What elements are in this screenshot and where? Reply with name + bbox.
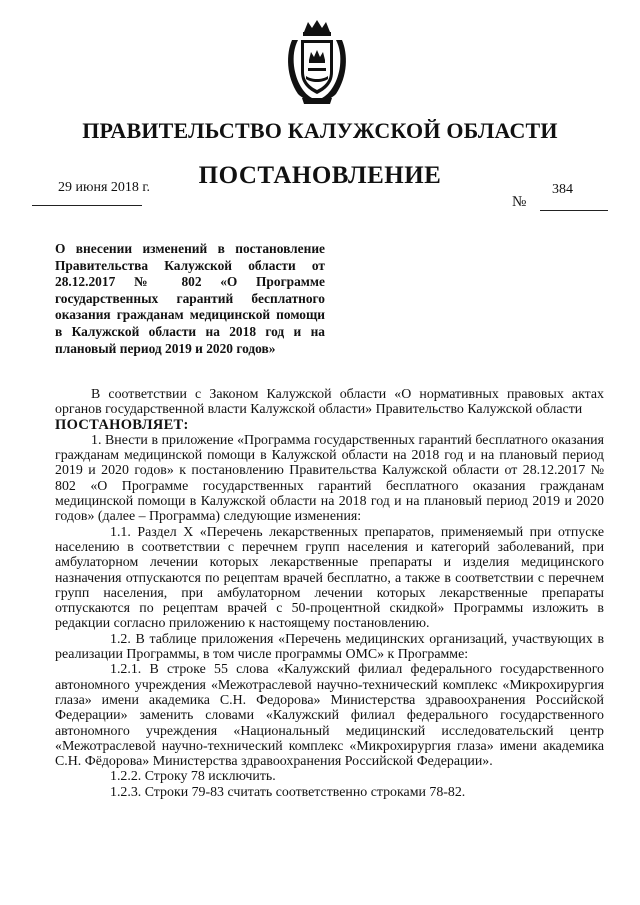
document-subject: О внесении изменений в постановление Правительства Калужской области от 28.12.2017 № 802 «О Программе государственных гарантий бесплатного оказания гражданам медицинской помощи в Калужской области на 2018 год и на плановый период 2019 и 2020 годов» (55, 241, 325, 356)
number-underline (540, 210, 608, 211)
paragraph-1-1: 1.1. Раздел X «Перечень лекарственных препаратов, применяемый при отпуске населению в соответствии с перечнем групп населения и категорий заболеваний, при амбулаторном лечении которых лекарственные препараты и изделия медицинского назначения отпускаются по рецептам врачей бесплатно, а также в соответствии с перечнем групп населения, при амбулаторном лечении которых лекарственные препараты отпускаются по рецептам врачей с 50-процентной скидкой» Программы изложить в редакции согласно приложению к настоящему постановлению. (55, 524, 604, 632)
date-underline (32, 205, 142, 206)
coat-of-arms-icon (284, 18, 350, 106)
paragraph-1-2: 1.2. В таблице приложения «Перечень медицинских организаций, участвующих в реализации Программы, в том числе программы ОМС» к Программе: (55, 631, 604, 663)
decree-word: ПОСТАНОВЛЯЕТ: (55, 416, 189, 433)
preamble-paragraph: В соответствии с Законом Калужской области «О нормативных правовых актах органов государственной власти Калужской области» Правительство Калужской области (55, 387, 604, 418)
paragraph-1-2-2: 1.2.2. Строку 78 исключить. (110, 769, 276, 785)
paragraph-1-2-1: 1.2.1. В строке 55 слова «Калужский филиал федерального государственного автономного учреждения «Межотраслевой научно-технический комплекс «Микрохирургия глаза» имени академика С.Н. Федорова» Министерства здравоохранения Российской Федерации» заменить словами «Калужский филиал федерального государственного автономного учреждения «Национальный медицинский исследовательский центр «Межотраслевой научно-технический комплекс «Микрохирургия глаза» имени академика С.Н. Фёдорова» Министерства здравоохранения Российской Федерации». (55, 662, 604, 770)
number-sign: № (512, 194, 527, 210)
organization-name: ПРАВИТЕЛЬСТВО КАЛУЖСКОЙ ОБЛАСТИ (82, 118, 558, 143)
document-number: 384 (552, 182, 573, 197)
document-date: 29 июня 2018 г. (58, 180, 151, 195)
document-type-title: ПОСТАНОВЛЕНИЕ (198, 162, 442, 189)
paragraph-1: 1. Внести в приложение «Программа государственных гарантий бесплатного оказания гражданам медицинской помощи в Калужской области на 2018 год и на плановый период 2019 и 2020 годов» к постановлению Правительства Калужской области от 28.12.2017 № 802 «О Программе государственных гарантий бесплатного оказания гражданам медицинской помощи в Калужской области на 2018 год и на плановый период 2019 и 2020 годов» (далее – Программа) следующие изменения: (55, 432, 604, 525)
document-body (55, 387, 604, 800)
paragraph-1-2-3: 1.2.3. Строки 79-83 считать соответственно строками 78-82. (110, 784, 466, 800)
